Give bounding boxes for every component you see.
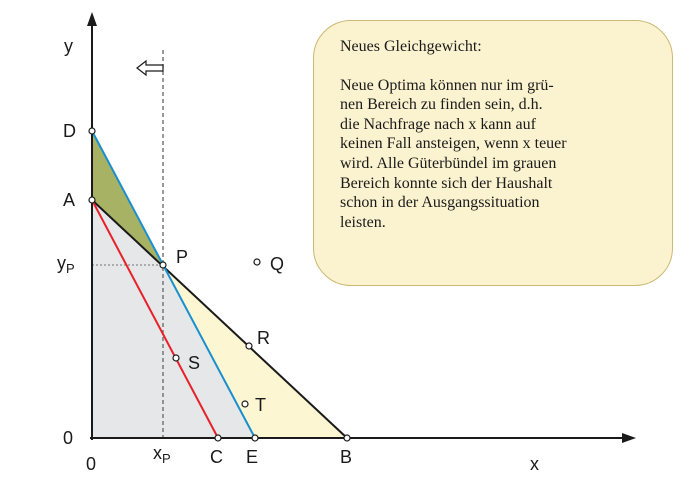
y-axis-label: y [64,36,73,56]
xp-label [153,443,171,466]
gray-region [92,200,255,438]
point-E-label: E [246,447,259,467]
point-D-marker [89,128,95,134]
origin-x-label: 0 [86,454,97,474]
point-P-marker [160,262,166,268]
note-title: Neues Gleichgewicht: [340,38,482,55]
point-S-label: S [188,353,201,373]
point-D-label: D [63,121,76,141]
y-axis-arrow-icon [87,12,97,26]
note-text [340,37,650,232]
yp-sub: P [66,261,75,276]
x-axis-arrow-icon [622,433,636,443]
x-axis-label: x [530,454,539,474]
point-R-marker [246,343,252,349]
xp-main: x [153,443,162,463]
point-B-label: B [340,447,353,467]
point-S-marker [173,355,179,361]
point-P-label: P [176,247,189,267]
yp-main: y [57,253,66,273]
point-E-marker [252,435,258,441]
point-C-label: C [210,447,223,467]
yp-label [57,253,75,276]
point-A-marker [89,197,95,203]
origin-y-label: 0 [63,428,74,448]
note-body: Neue Optima können nur im grü- nen Bereich zu finden sein, d.h. die Nachfrage nach x kann auf keinen Fall ansteigen, wenn x teuer wird. Alle Güterbündel im grauen Bereich konnte sich der Haushalt schon in der Ausgangssituation leisten. [340,76,567,231]
point-Q-marker [254,259,260,265]
point-C-marker [215,435,221,441]
point-Q-label: Q [270,254,285,274]
point-B-marker [344,435,350,441]
point-T-marker [242,401,248,407]
point-T-label: T [255,395,266,415]
left-arrow-icon [137,61,163,75]
point-A-label: A [63,190,76,210]
point-R-label: R [257,328,270,348]
xp-sub: P [162,451,171,466]
